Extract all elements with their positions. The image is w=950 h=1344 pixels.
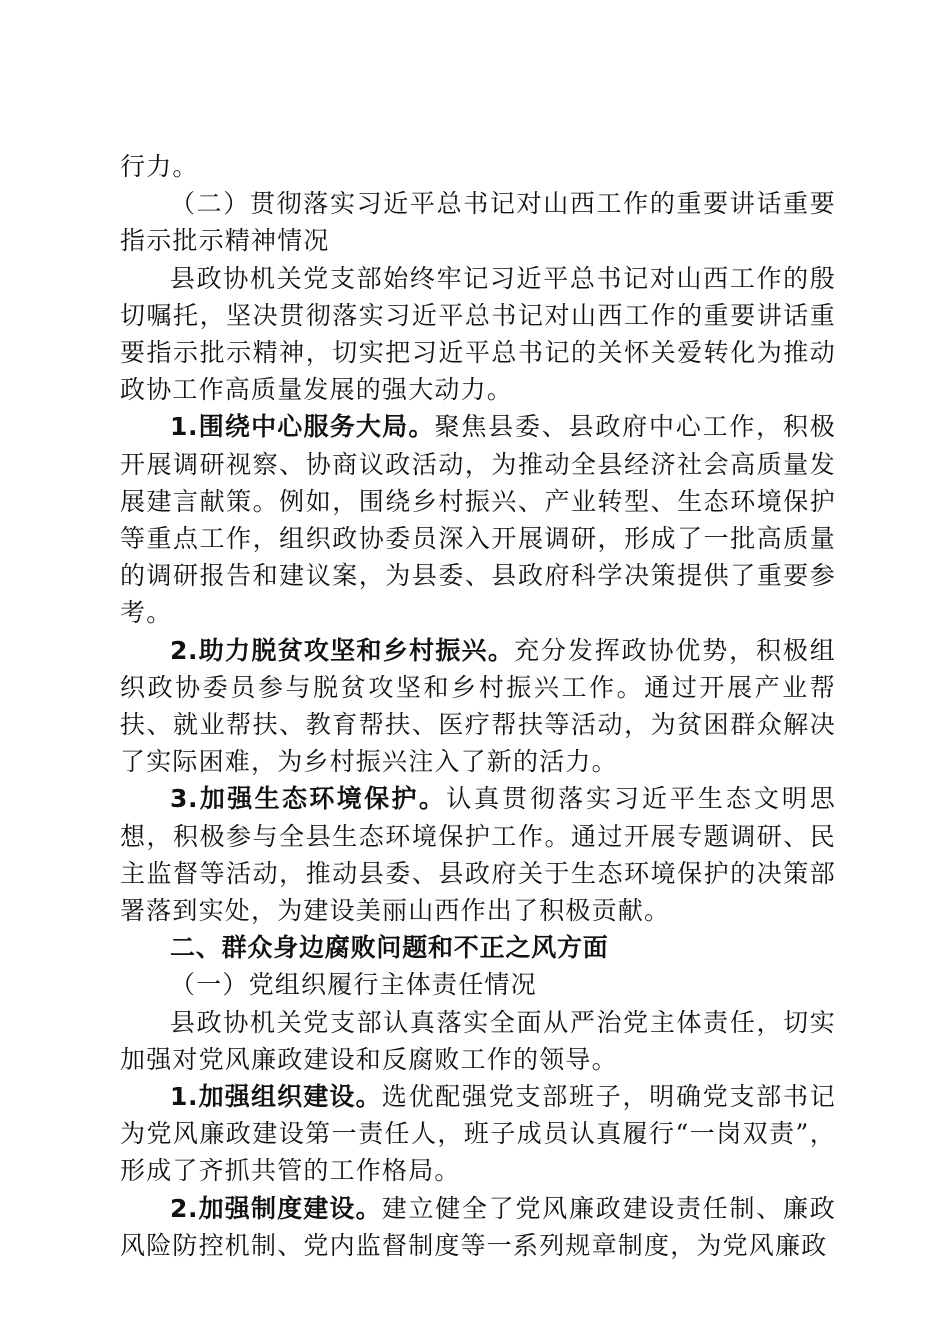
item-text: 充分发挥政协优势，积极组织政协委员参与脱贫攻坚和乡村振兴工作。通过开展产业帮扶、就业帮扶、教育帮扶、医疗帮扶等活动，为贫困群众解决了实际困难，为乡村振兴注入了新的活力。 (120, 635, 836, 777)
item-lead: 1.围绕中心服务大局。 (170, 412, 435, 442)
item-text: 认真贯彻落实习近平生态文明思想，积极参与全县生态环境保护工作。通过开展专题调研、民主监督等活动，推动县委、县政府关于生态环境保护的决策部署落到实处，为建设美丽山西作出了积极贡献。 (120, 784, 836, 926)
section-subheading: （一）党组织履行主体责任情况 (170, 970, 537, 1000)
item-lead: 2.助力脱贫攻坚和乡村振兴。 (170, 635, 515, 665)
list-item (120, 1190, 836, 1264)
list-item (120, 780, 836, 929)
list-item (120, 408, 836, 631)
body-paragraph: 县政协机关党支部认真落实全面从严治党主体责任，切实加强对党风廉政建设和反腐败工作的领导。 (120, 1007, 836, 1074)
item-text: 聚焦县委、县政府中心工作，积极开展调研视察、协商议政活动，为推动全县经济社会高质量发展建言献策。例如，围绕乡村振兴、产业转型、生态环境保护等重点工作，组织政协委员深入开展调研，形成了一批高质量的调研报告和建议案，为县委、县政府科学决策提供了重要参考。 (120, 412, 836, 628)
section-subheading: （二）贯彻落实习近平总书记对山西工作的重要讲话重要指示批示精神情况 (120, 189, 836, 256)
list-item (120, 632, 836, 781)
list-item (120, 1078, 836, 1190)
item-text: 建立健全了党风廉政建设责任制、廉政风险防控机制、党内监督制度等一系列规章制度，为党风廉政 (120, 1193, 837, 1260)
item-text: 选优配强党支部班子，明确党支部书记为党风廉政建设第一责任人，班子成员认真履行“一岗双责”，形成了齐抓共管的工作格局。 (120, 1082, 837, 1186)
item-lead: 3.加强生态环境保护。 (170, 784, 447, 814)
item-lead: 1.加强组织建设。 (170, 1082, 382, 1112)
item-lead: 2.加强制度建设。 (170, 1193, 382, 1223)
document-page (120, 148, 836, 1264)
body-paragraph: 县政协机关党支部始终牢记习近平总书记对山西工作的殷切嘱托，坚决贯彻落实习近平总书记对山西工作的重要讲话重要指示批示精神，切实把习近平总书记的关怀关爱转化为推动政协工作高质量发展的强大动力。 (120, 263, 836, 405)
paragraph-continuation: 行力。 (120, 152, 199, 181)
section-heading: 二、群众身边腐败问题和不正之风方面 (170, 933, 609, 963)
